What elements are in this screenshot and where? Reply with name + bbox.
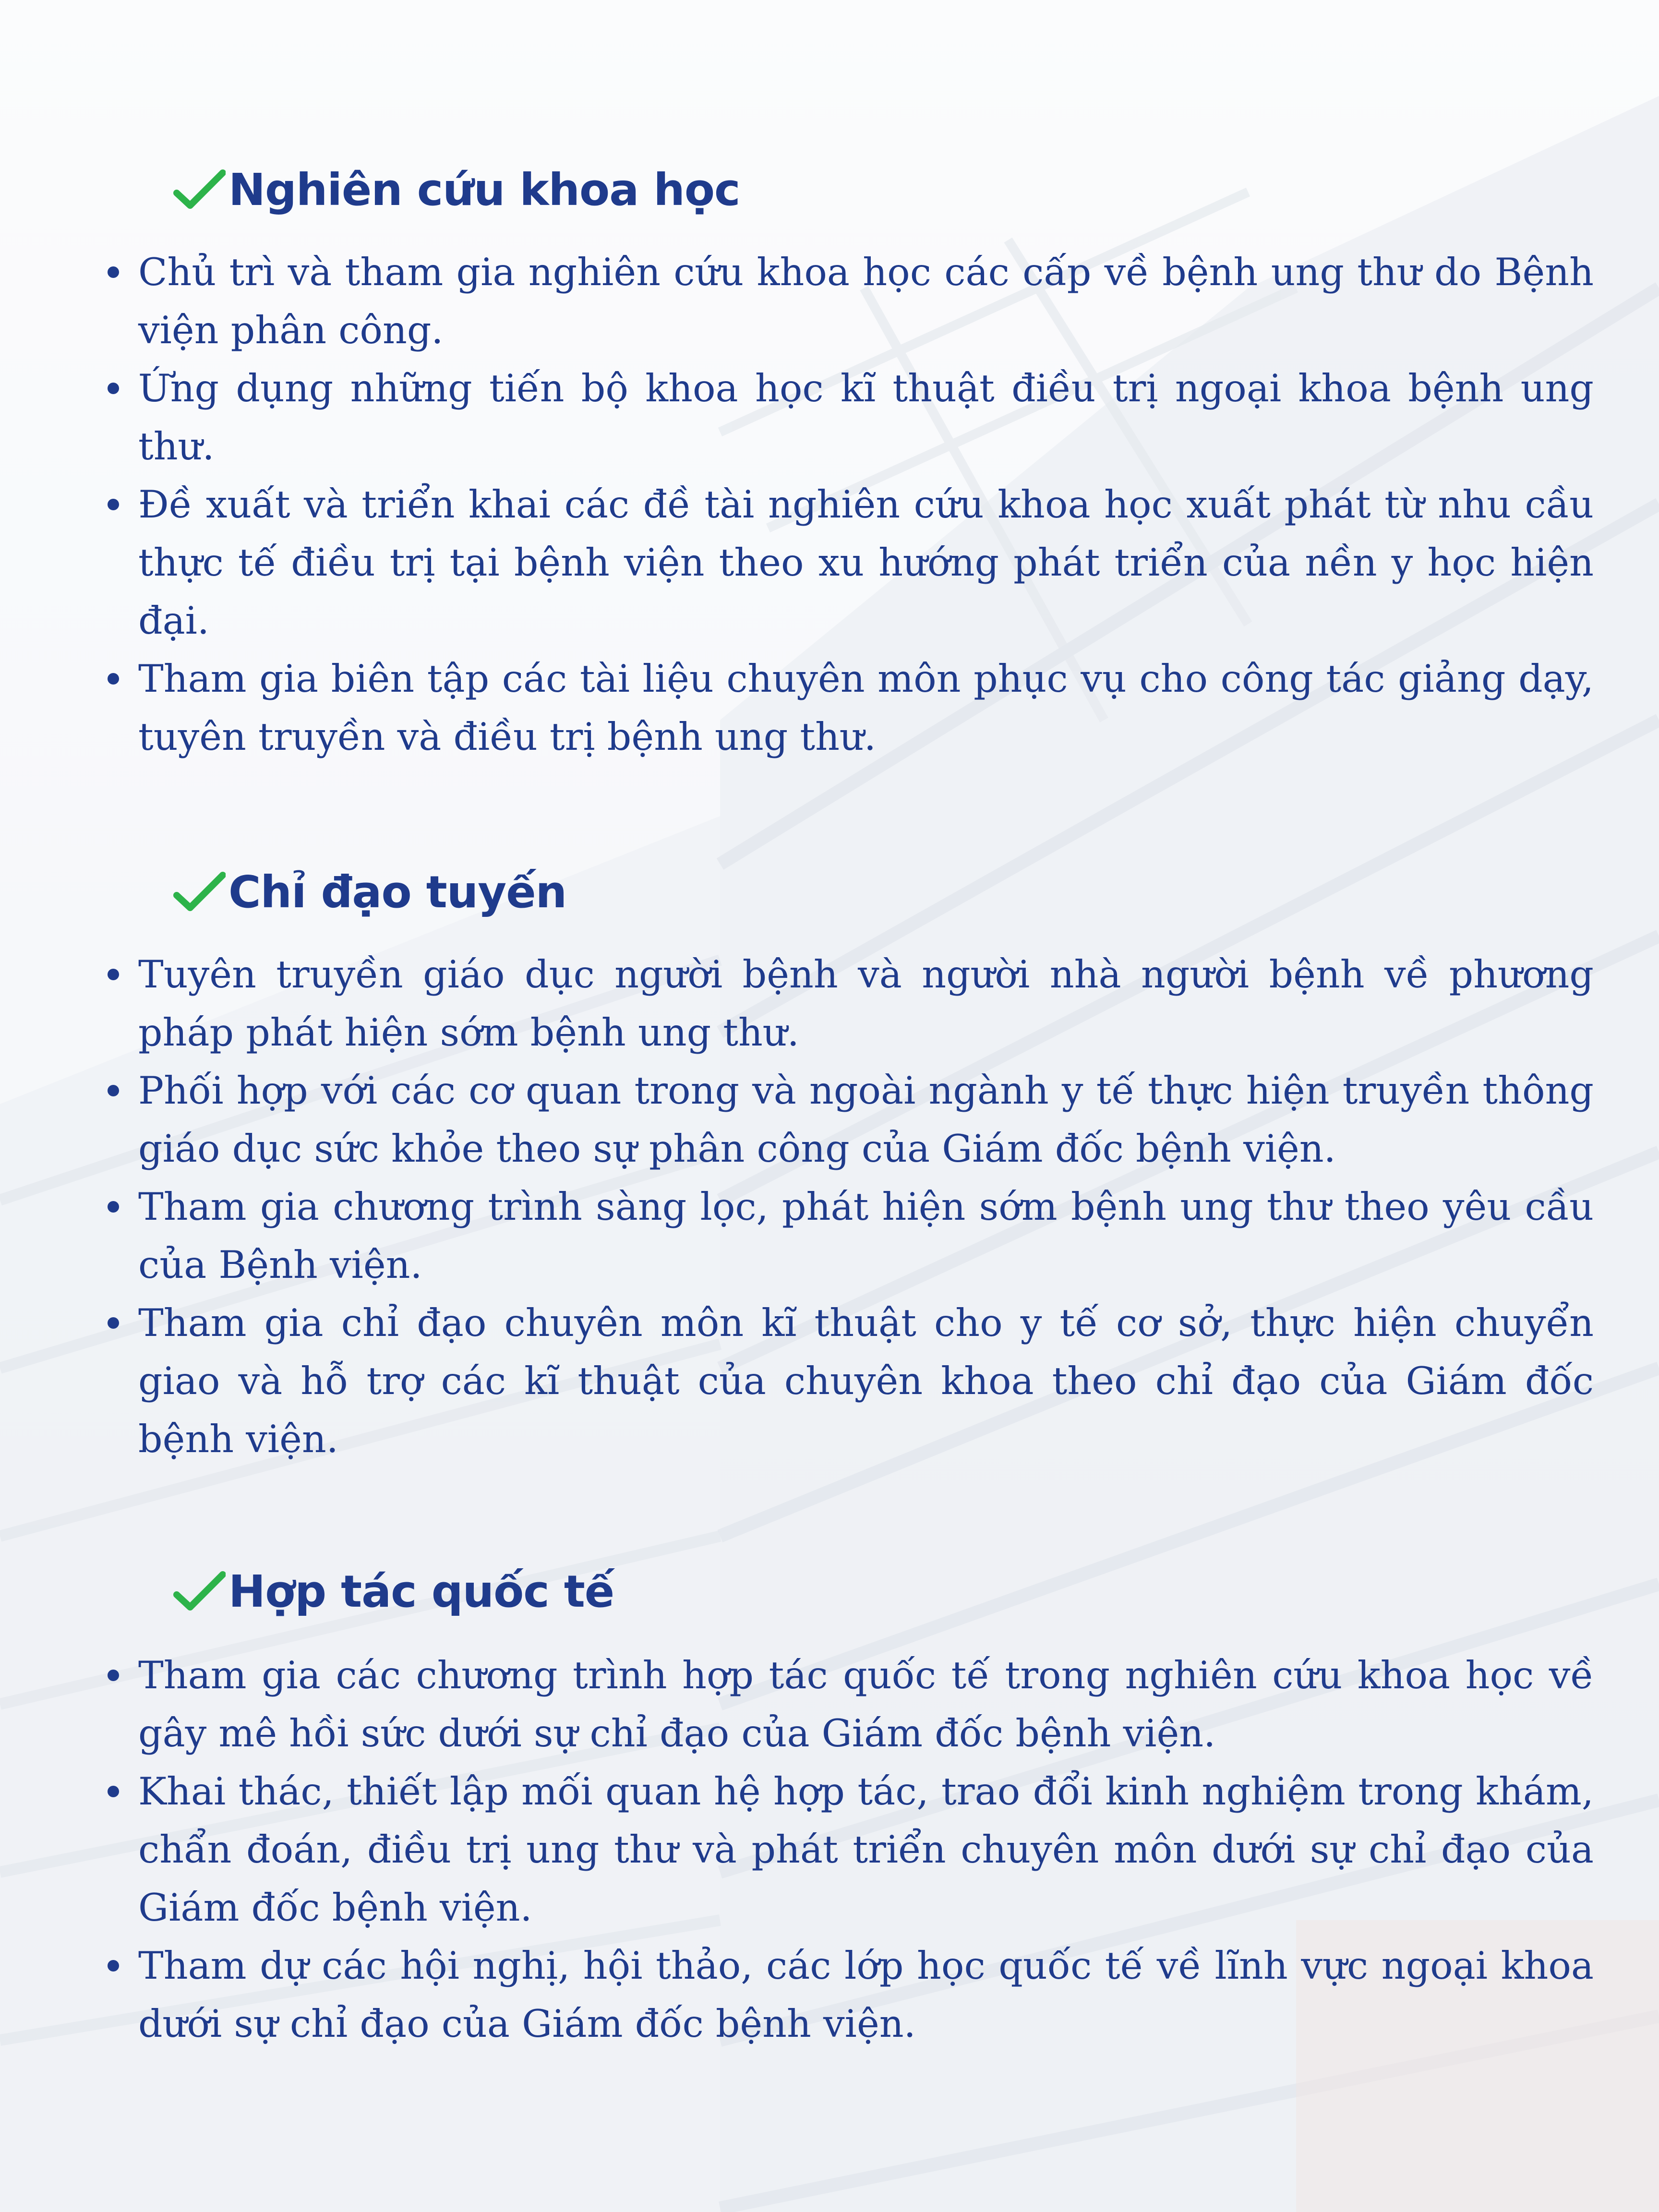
list-item-text: Đề xuất và triển khai các đề tài nghiên cứu khoa học xuất phát từ nhu cầu thực tế điều trị tại bệnh viện theo xu hướng phát triển của nền y học hiện đại. (138, 482, 1594, 643)
list-item (106, 360, 1594, 476)
list-item (106, 1763, 1594, 1937)
list-item-text: Tham gia chương trình sàng lọc, phát hiện sớm bệnh ung thư theo yêu cầu của Bệnh viện. (138, 1185, 1594, 1287)
bullet-list-nghien-cuu (106, 243, 1594, 766)
list-item-text: Tham dự các hội nghị, hội thảo, các lớp học quốc tế về lĩnh vực ngoại khoa dưới sự chỉ đạo của Giám đốc bệnh viện. (138, 1944, 1594, 2046)
bullet-icon (108, 1786, 119, 1797)
bullet-icon (108, 673, 119, 685)
list-item-text: Khai thác, thiết lập mối quan hệ hợp tác, trao đổi kinh nghiệm trong khám, chẩn đoán, điều trị ung thư và phát triển chuyên môn dưới sự chỉ đạo của Giám đốc bệnh viện. (138, 1769, 1594, 1930)
list-item-text: Tham gia biên tập các tài liệu chuyên môn phục vụ cho công tác giảng dạy, tuyên truyền và điều trị bệnh ung thư. (138, 657, 1594, 759)
bullet-icon (108, 969, 119, 980)
list-item-text: Tuyên truyền giáo dục người bệnh và người nhà người bệnh về phương pháp phát hiện sớm bệnh ung thư. (138, 952, 1594, 1055)
checkmark-icon (173, 168, 226, 211)
list-item (106, 476, 1594, 650)
bullet-icon (108, 499, 119, 510)
section-title: Nghiên cứu khoa học (228, 164, 740, 216)
section-heading-hop-tac-quoc-te (173, 1560, 614, 1623)
list-item-text: Chủ trì và tham gia nghiên cứu khoa học các cấp về bệnh ung thư do Bệnh viện phân công. (138, 250, 1594, 352)
checkmark-icon (173, 870, 226, 914)
list-item (106, 1062, 1594, 1178)
bullet-icon (108, 1085, 119, 1096)
bullet-icon (108, 266, 119, 278)
list-item-text: Tham gia chỉ đạo chuyên môn kĩ thuật cho y tế cơ sở, thực hiện chuyển giao và hỗ trợ các kĩ thuật của chuyên khoa theo chỉ đạo của Giám đốc bệnh viện. (138, 1301, 1594, 1461)
section-title: Hợp tác quốc tế (228, 1565, 614, 1617)
bullet-icon (108, 1670, 119, 1681)
bullet-icon (108, 1317, 119, 1329)
bullet-list-chi-dao-tuyen (106, 946, 1594, 1468)
section-heading-nghien-cuu (173, 158, 740, 221)
list-item-text: Phối hợp với các cơ quan trong và ngoài ngành y tế thực hiện truyền thông giáo dục sức khỏe theo sự phân công của Giám đốc bệnh viện. (138, 1069, 1594, 1171)
list-item (106, 1937, 1594, 2053)
list-item (106, 946, 1594, 1062)
list-item (106, 650, 1594, 766)
list-item-text: Ứng dụng những tiến bộ khoa học kĩ thuật điều trị ngoại khoa bệnh ung thư. (138, 366, 1594, 469)
bullet-icon (108, 1960, 119, 1972)
list-item (106, 1178, 1594, 1294)
list-item (106, 1294, 1594, 1468)
bullet-icon (108, 383, 119, 394)
list-item (106, 1647, 1594, 1763)
bullet-icon (108, 1201, 119, 1213)
section-heading-chi-dao-tuyen (173, 861, 566, 923)
list-item (106, 243, 1594, 360)
section-title: Chỉ đạo tuyến (228, 866, 567, 918)
checkmark-icon (173, 1570, 226, 1613)
bullet-list-hop-tac-quoc-te (106, 1647, 1594, 2053)
list-item-text: Tham gia các chương trình hợp tác quốc tế trong nghiên cứu khoa học về gây mê hồi sức dưới sự chỉ đạo của Giám đốc bệnh viện. (138, 1653, 1594, 1755)
